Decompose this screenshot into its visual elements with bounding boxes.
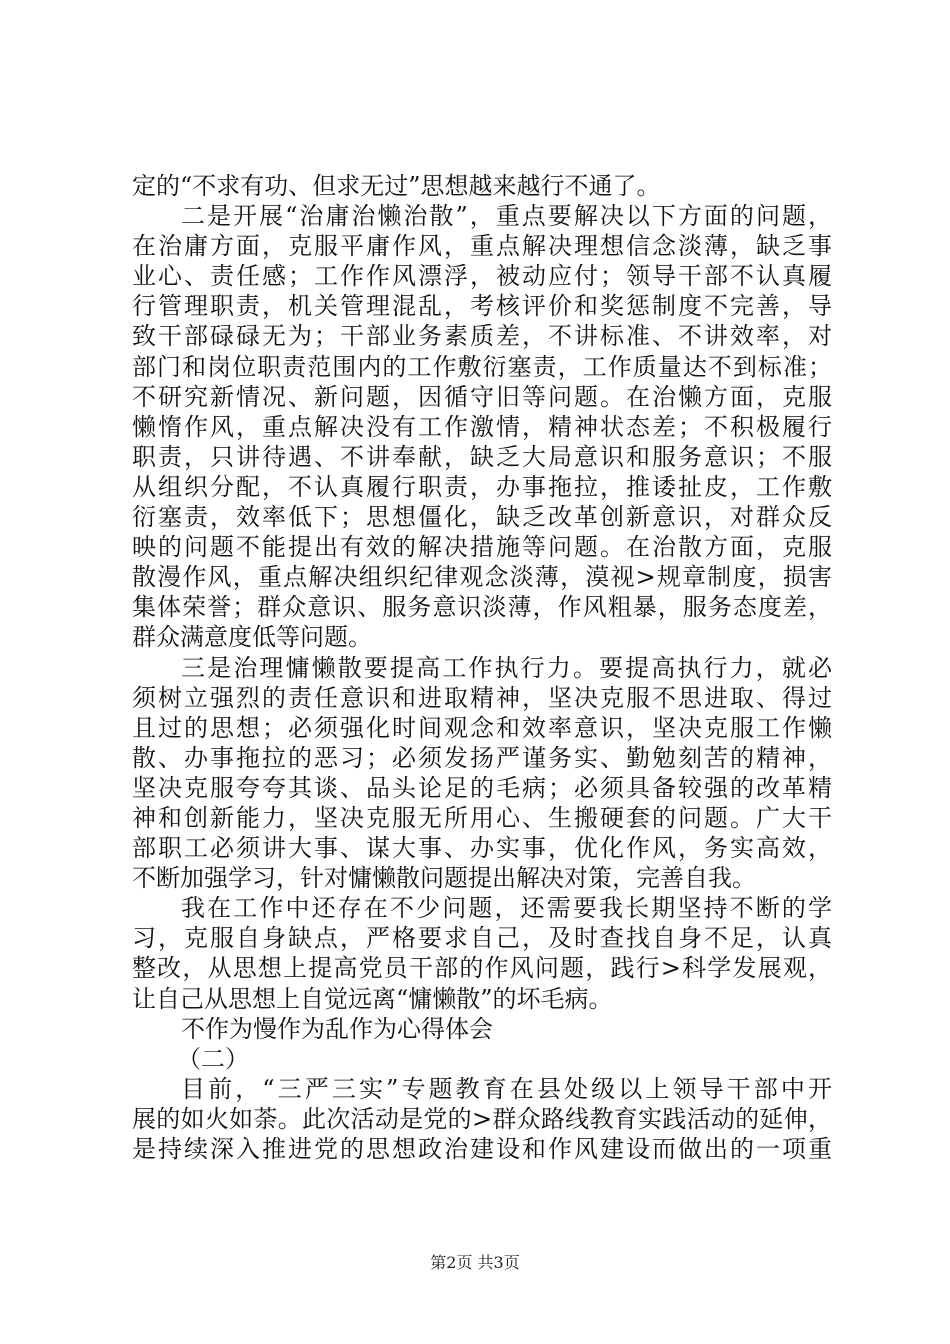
paragraph-line: 展的如火如荼。此次活动是党的>群众路线教育实践活动的延伸， — [132, 1104, 832, 1133]
paragraph-line: 集体荣誉；群众意识、服务意识淡薄，作风粗暴，服务态度差， — [132, 593, 832, 622]
paragraph-line: 整改，从思想上提高党员干部的作风问题，践行>科学发展观， — [132, 954, 832, 983]
page-number: 第2页 共3页 — [430, 1253, 520, 1272]
paragraph-line: 二是开展“治庸治懒治散”，重点要解决以下方面的问题， — [181, 202, 832, 231]
paragraph-line: 部职工必须讲大事、谋大事、办实事，优化作风，务实高效， — [132, 834, 832, 863]
paragraph-line: 行管理职责，机关管理混乱，考核评价和奖惩制度不完善，导 — [132, 292, 832, 321]
paragraph-line: 目前，“三严三实”专题教育在县处级以上领导干部中开 — [181, 1074, 832, 1103]
document-body — [132, 171, 832, 1164]
paragraph-line: 衍塞责，效率低下；思想僵化，缺乏改革创新意识，对群众反 — [132, 503, 832, 532]
paragraph-line: 三是治理慵懒散要提高工作执行力。要提高执行力，就必 — [181, 653, 832, 682]
section-heading: 不作为慢作为乱作为心得体会 — [181, 1014, 493, 1043]
paragraph-line: 定的“不求有功、但求无过”思想越来越行不通了。 — [132, 172, 661, 200]
paragraph-line: 是持续深入推进党的思想政治建设和作风建设而做出的一项重 — [132, 1135, 832, 1163]
paragraph-line: 懒惰作风，重点解决没有工作激情，精神状态差；不积极履行 — [132, 412, 832, 441]
page-footer — [0, 1253, 950, 1273]
paragraph-line: 业心、责任感；工作作风漂浮，被动应付；领导干部不认真履 — [132, 262, 832, 291]
paragraph-line: 坚决克服夸夸其谈、品头论足的毛病；必须具备较强的改革精 — [132, 773, 832, 802]
paragraph-line: 神和创新能力，坚决克服无所用心、生搬硬套的问题。广大干 — [132, 803, 832, 832]
paragraph-line: 不研究新情况、新问题，因循守旧等问题。在治懒方面，克服 — [132, 382, 832, 411]
paragraph-line: 映的问题不能提出有效的解决措施等问题。在治散方面，克服 — [132, 533, 832, 562]
paragraph-line: 从组织分配，不认真履行职责，办事拖拉，推诿扯皮，工作敷 — [132, 472, 832, 501]
paragraph-line: 习，克服自身缺点，严格要求自己，及时查找自身不足，认真 — [132, 924, 832, 953]
paragraph-line: 散、办事拖拉的恶习；必须发扬严谨务实、勤勉刻苦的精神， — [132, 743, 832, 772]
paragraph-line: 群众满意度低等问题。 — [132, 623, 372, 652]
section-number: （二） — [177, 1044, 249, 1073]
paragraph-line: 我在工作中还存在不少问题，还需要我长期坚持不断的学 — [181, 894, 832, 923]
paragraph-line: 部门和岗位职责范围内的工作敷衍塞责，工作质量达不到标准； — [132, 352, 832, 381]
paragraph-line: 让自己从思想上自觉远离“慵懒散”的坏毛病。 — [132, 984, 613, 1013]
paragraph-line: 职责，只讲待遇、不讲奉献，缺乏大局意识和服务意识；不服 — [132, 442, 832, 471]
paragraph-line: 须树立强烈的责任意识和进取精神，坚决克服不思进取、得过 — [132, 683, 832, 712]
paragraph-line: 且过的思想；必须强化时间观念和效率意识，坚决克服工作懒 — [132, 713, 832, 742]
paragraph-line: 不断加强学习，针对慵懒散问题提出解决对策，完善自我。 — [132, 864, 756, 893]
paragraph-line: 致干部碌碌无为；干部业务素质差，不讲标准、不讲效率，对 — [132, 322, 832, 351]
paragraph-line: 散漫作风，重点解决组织纪律观念淡薄，漠视>规章制度，损害 — [132, 563, 832, 592]
paragraph-line: 在治庸方面，克服平庸作风，重点解决理想信念淡薄，缺乏事 — [132, 232, 832, 261]
